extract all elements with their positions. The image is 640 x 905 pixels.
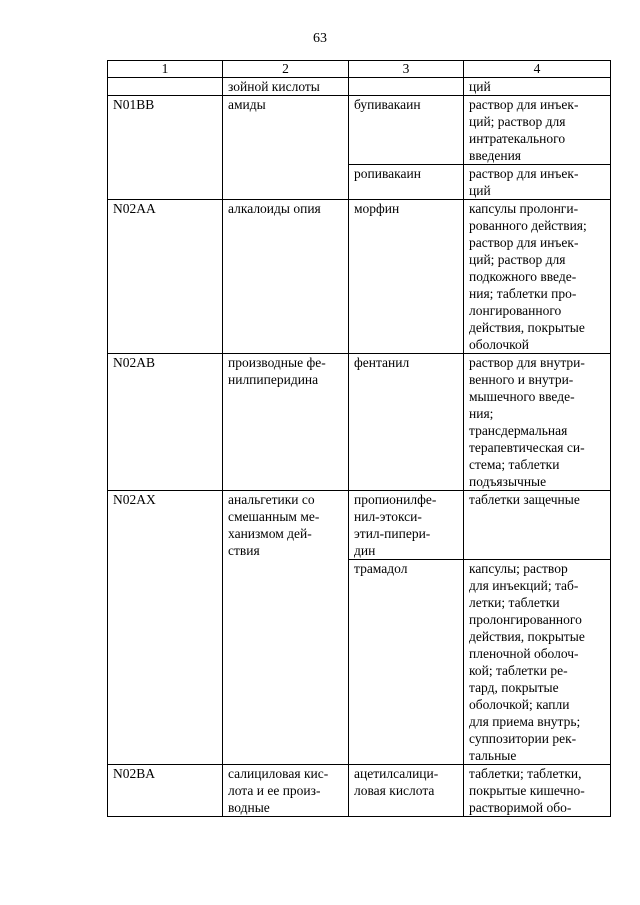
table-row: [108, 354, 611, 491]
column-number: 1: [108, 61, 223, 78]
dosage-form-cell: раствор для внутри- венного и внутри- мышечного введе- ния; трансдермальная терапевтическая си- стема; таблетки подъязычные: [464, 354, 611, 491]
drug-name-cell: [349, 78, 464, 96]
atc-code-cell: N02AB: [108, 354, 223, 491]
group-cell: анальгетики со смешанным ме- ханизмом дей- ствия: [223, 491, 349, 765]
atc-code-cell: N02AX: [108, 491, 223, 765]
column-number: 3: [349, 61, 464, 78]
dosage-form-cell: капсулы; раствор для инъекций; таб- летки; таблетки пролонгированного действия, покрытые пленочной оболоч- кой; таблетки ре- тард, покрытые оболочкой; капли для приема внутрь; суппозитории рек- тальные: [464, 560, 611, 765]
drug-classification-table: [107, 60, 611, 817]
group-cell: зойной кислоты: [223, 78, 349, 96]
group-cell: алкалоиды опия: [223, 200, 349, 354]
atc-code-cell: N01BB: [108, 96, 223, 200]
drug-name-cell: трамадол: [349, 560, 464, 765]
dosage-form-cell: таблетки; таблетки, покрытые кишечно- растворимой обо-: [464, 765, 611, 817]
atc-code-cell: [108, 78, 223, 96]
table-row: [108, 765, 611, 817]
drug-name-cell: бупивакаин: [349, 96, 464, 165]
dosage-form-cell: раствор для инъек- ций: [464, 165, 611, 200]
atc-code-cell: N02AA: [108, 200, 223, 354]
dosage-form-cell: капсулы пролонги- рованного действия; раствор для инъек- ций; раствор для подкожного введе- ния; таблетки про- лонгированного действия, покрытые оболочкой: [464, 200, 611, 354]
page-number: 63: [313, 31, 327, 46]
drug-name-cell: фентанил: [349, 354, 464, 491]
drug-name-cell: ацетилсалици- ловая кислота: [349, 765, 464, 817]
table-row: [108, 78, 611, 96]
drug-name-cell: пропионилфе- нил-этокси- этил-пипери- дин: [349, 491, 464, 560]
table-row: [108, 96, 611, 165]
column-number: 4: [464, 61, 611, 78]
column-number-row: [108, 61, 611, 78]
dosage-form-cell: таблетки защечные: [464, 491, 611, 560]
column-number: 2: [223, 61, 349, 78]
dosage-form-cell: раствор для инъек- ций; раствор для интратекального введения: [464, 96, 611, 165]
drug-name-cell: ропивакаин: [349, 165, 464, 200]
table-row: [108, 491, 611, 560]
atc-code-cell: N02BA: [108, 765, 223, 817]
group-cell: производные фе- нилпиперидина: [223, 354, 349, 491]
dosage-form-cell: ций: [464, 78, 611, 96]
group-cell: амиды: [223, 96, 349, 200]
group-cell: салициловая кис- лота и ее произ- водные: [223, 765, 349, 817]
table-row: [108, 200, 611, 354]
drug-name-cell: морфин: [349, 200, 464, 354]
